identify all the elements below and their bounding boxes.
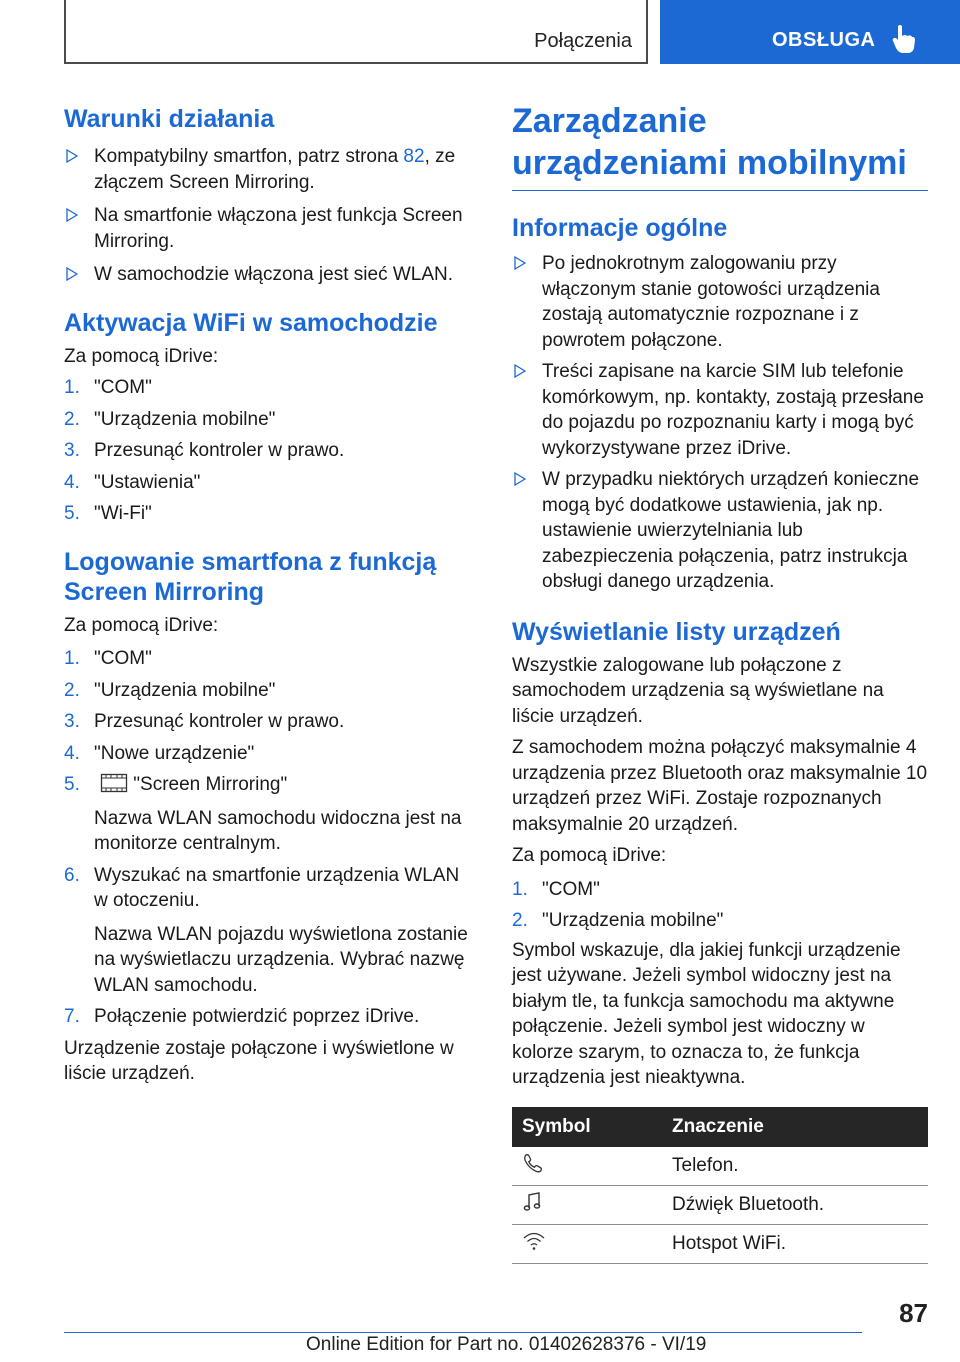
list-item [64, 407, 478, 433]
step-text: "Screen Mirroring" [128, 774, 288, 795]
step-number: 3. [64, 711, 80, 732]
step-number: 5. [64, 503, 80, 524]
step-number: 1. [64, 377, 80, 398]
list-item [64, 375, 478, 401]
step-text: "COM" [542, 878, 600, 900]
list-item [512, 359, 928, 461]
list-item [64, 772, 478, 857]
step-number: 1. [64, 648, 80, 669]
heading-conditions: Warunki działania [64, 105, 275, 133]
list-item [64, 262, 478, 288]
device-list-paragraph: Z samochodem można połączyć maksymalnie 4 urządzenia przez Bluetooth oraz maksymalnie 10 urządzeń przez WiFi. Zostaje rozpoznanych maksymalnie 20 urządzeń. [512, 737, 928, 835]
list-item [512, 877, 928, 903]
bullet-triangle-icon [66, 208, 78, 222]
step-number: 2. [64, 408, 80, 430]
symbol-cell [512, 1224, 662, 1263]
step-number: 4. [64, 742, 80, 764]
general-info-list [512, 251, 928, 595]
heading-general-info: Informacje ogólne [512, 214, 728, 242]
step-text: "Nowe urządzenie" [94, 742, 255, 764]
meaning-cell: Dźwięk Bluetooth. [662, 1185, 928, 1224]
step-note: Nazwa WLAN pojazdu wyświetlona zostanie na wyświetlaczu urządzenia. Wybrać nazwę WLAN samochodu. [94, 923, 468, 996]
login-outro: Urządzenie zostaje połączone i wyświetlone w liście urządzeń. [64, 1037, 454, 1084]
conditions-list [64, 144, 478, 288]
symbol-cell [512, 1185, 662, 1224]
bullet-triangle-icon [514, 364, 526, 378]
list-item-text: Na smartfonie włączona jest funkcja Screen Mirroring. [94, 205, 463, 252]
list-item-text: Kompatybilny smartfon, patrz strona [94, 146, 404, 167]
login-intro: Za pomocą iDrive: [64, 614, 219, 636]
table-header-row [512, 1107, 928, 1147]
list-item-text: W samochodzie włączona jest sieć WLAN. [94, 264, 454, 285]
list-item [64, 144, 478, 195]
wifi-steps [64, 375, 478, 527]
list-item-text: W przypadku niektórych urządzeń konieczne mogą być dodatkowe ustawienia, jak np. ustawienie uwierzytelniania lub zabezpieczenia połączenia, patrz instrukcja obsługi danego urządzenia. [542, 469, 920, 592]
header-chapter-tab [660, 0, 960, 64]
list-item [64, 709, 478, 735]
step-text: Połączenie potwierdzić poprzez iDrive. [94, 1006, 420, 1027]
footer-edition: Online Edition for Part no. 01402628376 - VI/19 [306, 1334, 707, 1355]
table-row [512, 1224, 928, 1263]
list-item [64, 470, 478, 496]
step-text: "Urządzenia mobilne" [542, 910, 724, 931]
wifi-icon [522, 1230, 546, 1252]
symbol-explanation: Symbol wskazuje, dla jakiej funkcji urządzenie jest używane. Jeżeli symbol widoczny jest na białym tle, ta funkcja samochodu ma aktywne połączenie. Jeżeli symbol jest widoczny w kolorze szarym, to oznacza to, że funkcja urządzenia jest nieaktywna. [512, 939, 901, 1088]
right-column [512, 100, 928, 1264]
main-title: Zarządzanie urządzeniami mobilnymi [512, 102, 907, 182]
symbol-table [512, 1107, 928, 1264]
step-note: Nazwa WLAN samochodu widoczna jest na monitorze centralnym. [94, 807, 462, 854]
heading-wifi-activation: Aktywacja WiFi w samochodzie [64, 308, 438, 337]
header-section-label: Połączenia [534, 30, 632, 52]
list-item [64, 501, 478, 527]
list-item [64, 863, 478, 999]
screen-mirroring-icon [100, 773, 128, 793]
step-text: "Wi-Fi" [94, 503, 152, 524]
list-item [512, 467, 928, 595]
meaning-cell: Hotspot WiFi. [662, 1224, 928, 1263]
footer-divider [64, 1332, 862, 1333]
step-number: 1. [512, 878, 528, 900]
step-text: "COM" [94, 648, 152, 669]
main-title-block [512, 100, 928, 191]
table-row [512, 1147, 928, 1186]
meaning-cell: Telefon. [662, 1147, 928, 1186]
step-number: 4. [64, 471, 80, 493]
page-number: 87 [899, 1298, 928, 1328]
list-item-text: , ze złączem Screen Mirroring. [94, 146, 456, 193]
bullet-triangle-icon [514, 256, 526, 270]
step-text: Przesunąć kontroler w prawo. [94, 440, 345, 461]
wifi-intro: Za pomocą iDrive: [64, 345, 219, 367]
step-number: 3. [64, 440, 80, 461]
step-number: 6. [64, 864, 80, 886]
list-item [64, 438, 478, 464]
device-list-paragraph: Wszystkie zalogowane lub połączone z samochodem urządzenia są wyświetlane na liście urządzeń. [512, 654, 884, 727]
step-number: 2. [512, 910, 528, 931]
login-steps [64, 646, 478, 1030]
device-list-intro: Za pomocą iDrive: [512, 845, 667, 866]
phone-icon [522, 1152, 544, 1174]
step-text: "Urządzenia mobilne" [94, 679, 276, 701]
table-row [512, 1185, 928, 1224]
step-text: Przesunąć kontroler w prawo. [94, 711, 345, 732]
step-text: "COM" [94, 377, 152, 398]
step-text: "Ustawienia" [94, 471, 201, 493]
step-text: "Urządzenia mobilne" [94, 408, 276, 430]
list-item [64, 646, 478, 672]
left-column [64, 100, 478, 1087]
header-section-tab [64, 0, 648, 64]
bullet-triangle-icon [66, 267, 78, 281]
step-number: 5. [64, 774, 80, 795]
list-item [512, 908, 928, 934]
bullet-triangle-icon [66, 149, 78, 163]
symbol-cell [512, 1147, 662, 1186]
header-chapter-label: OBSŁUGA [772, 29, 876, 51]
heading-device-list: Wyświetlanie listy urządzeń [512, 617, 841, 646]
column-header-symbol: Symbol [512, 1107, 662, 1147]
column-header-meaning: Znaczenie [662, 1107, 928, 1147]
list-item [64, 203, 478, 254]
device-list-steps [512, 877, 928, 934]
list-item [512, 251, 928, 353]
step-text: Wyszukać na smartfonie urządzenia WLAN w otoczeniu. [94, 864, 460, 911]
list-item [64, 741, 478, 767]
list-item-text: Treści zapisane na karcie SIM lub telefonie komórkowym, np. kontakty, zostają przesłane do pojazdu po rozpoznaniu karty i mogą być wykorzystywane przez iDrive. [542, 361, 924, 459]
pointing-hand-icon [892, 24, 916, 54]
list-item [64, 1004, 478, 1030]
heading-screen-mirroring-login: Logowanie smartfona z funkcją Screen Mirroring [64, 547, 437, 606]
list-item [64, 678, 478, 704]
bullet-triangle-icon [514, 472, 526, 486]
step-number: 7. [64, 1006, 80, 1027]
page-link[interactable]: 82 [403, 146, 425, 167]
list-item-text: Po jednokrotnym zalogowaniu przy włączonym stanie gotowości urządzenia zostają automatycznie rozpoznane i z powrotem połączone. [542, 253, 880, 351]
music-note-icon [522, 1191, 544, 1213]
step-number: 2. [64, 679, 80, 701]
